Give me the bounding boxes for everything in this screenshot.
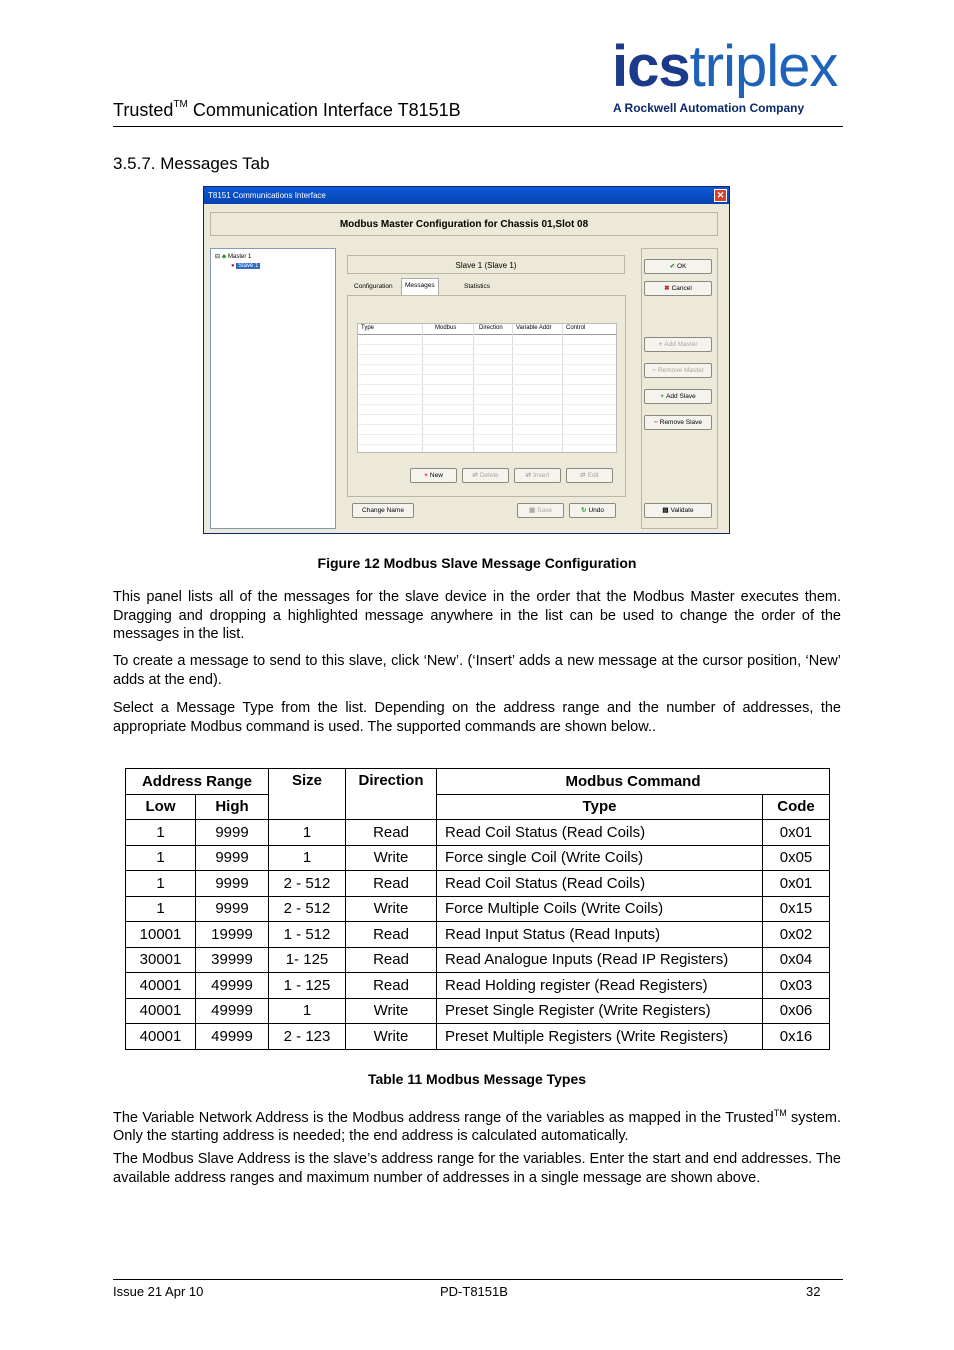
window-titlebar [204,187,729,204]
new-icon: + [424,472,428,479]
cell-type: Preset Multiple Registers (Write Registers) [437,1024,763,1050]
grid-col-type: Type [361,325,375,331]
remove-master-button[interactable]: − Remove Master [644,363,712,378]
cell-code: 0x05 [763,845,830,871]
close-icon[interactable]: ✕ [714,189,727,202]
figure-caption: Figure 12 Modbus Slave Message Configuration [317,555,637,571]
grid-col-modbus: Modbus [435,325,457,331]
window-title: T8151 Communications Interface [208,191,326,200]
slave-title: Slave 1 (Slave 1) [347,255,625,274]
cell-high: 9999 [196,820,269,846]
table-row [126,871,830,897]
paragraph-2: To create a message to send to this slave, click ‘New’. (‘Insert’ adds a new message at the cursor position, ‘New’ adds at the end). [113,653,841,688]
table-row [126,947,830,973]
cell-size: 1 [269,845,346,871]
insert-icon: ⇄ [525,472,532,479]
checkmark-icon: ✔ [669,263,676,270]
new-button[interactable]: + New [410,468,457,483]
cell-high: 19999 [196,922,269,948]
tree-view[interactable] [210,248,336,529]
window-heading: Modbus Master Configuration for Chassis 01,Slot 08 [210,212,718,236]
cell-type: Read Coil Status (Read Coils) [437,820,763,846]
cell-low: 1 [126,820,196,846]
undo-button[interactable]: ↻ Undo [569,503,616,518]
cell-direction: Write [346,1024,437,1050]
grid-col-direction: Direction [479,325,503,331]
plus-icon: + [660,393,665,400]
cell-size: 1 - 512 [269,922,346,948]
cell-high: 9999 [196,871,269,897]
th-type: Type [437,794,763,820]
tab-configuration[interactable]: Configuration [354,283,393,290]
cell-code: 0x04 [763,947,830,973]
cell-size: 2 - 123 [269,1024,346,1050]
cell-high: 9999 [196,845,269,871]
cell-low: 40001 [126,973,196,999]
add-master-button[interactable]: + Add Master [644,337,712,352]
paragraph-3: Select a Message Type from the list. Depending on the address range and the number of addresses, the appropriate Modbus command is used. The supported commands are shown below.. [113,700,841,735]
paragraph-4: The Variable Network Address is the Modbus address range of the variables as mapped in the Trusted™ system. Only the starting address is needed; the end address is calculated automatically. [113,1108,841,1145]
cell-low: 30001 [126,947,196,973]
cell-type: Read Coil Status (Read Coils) [437,871,763,897]
th-high: High [196,794,269,820]
cell-high: 39999 [196,947,269,973]
cancel-button[interactable]: ✖ Cancel [644,281,712,296]
header-rule [113,126,843,127]
cell-type: Force Multiple Coils (Write Coils) [437,896,763,922]
table-row [126,820,830,846]
cell-direction: Write [346,896,437,922]
remove-slave-button[interactable]: − Remove Slave [644,415,712,430]
add-slave-button[interactable]: + Add Slave [644,389,712,404]
cell-code: 0x15 [763,896,830,922]
th-direction: Direction [346,769,437,820]
modbus-message-types-table [125,768,830,1050]
document-title: Trusted™ Communication Interface T8151B [113,99,461,120]
app-window-screenshot [203,186,730,534]
tab-statistics[interactable]: Statistics [464,283,491,290]
cell-size: 1 [269,998,346,1024]
tree-item-master[interactable]: ⊟ ◆ Master 1 [215,254,252,260]
cell-code: 0x01 [763,820,830,846]
paragraph-1: This panel lists all of the messages for the slave device in the order that the Modbus Master executes them. Dragging and dropping a highlighted message anywhere in the list can be used to change the order of the messages in the list. [113,589,841,642]
cell-direction: Read [346,973,437,999]
th-code: Code [763,794,830,820]
undo-icon: ↻ [581,507,587,514]
company-logo: icstriplex [612,34,838,99]
logo-tagline: A Rockwell Automation Company [613,101,805,115]
cell-low: 1 [126,845,196,871]
th-address-range: Address Range [126,769,269,795]
cell-type: Read Analogue Inputs (Read IP Registers) [437,947,763,973]
footer-rule [113,1279,843,1280]
footer-doc-id: PD-T8151B [440,1284,508,1299]
messages-grid[interactable] [357,323,617,453]
cell-code: 0x01 [763,871,830,897]
cell-direction: Read [346,871,437,897]
table-row [126,1024,830,1050]
change-name-button[interactable]: Change Name [352,503,414,518]
delete-icon: ⇄ [472,472,478,479]
cell-direction: Read [346,947,437,973]
validate-icon: ▤ [662,507,669,514]
tree-item-slave[interactable]: ● Slave 1 [231,263,259,269]
validate-button[interactable]: ▤ Validate [644,503,712,518]
table-row [126,922,830,948]
save-button[interactable]: ▣ Save [517,503,564,518]
table-row [126,845,830,871]
cell-direction: Read [346,922,437,948]
edit-icon: ⇄ [580,472,586,479]
minus-icon: − [652,367,656,374]
cell-type: Read Holding register (Read Registers) [437,973,763,999]
cell-low: 40001 [126,998,196,1024]
table-caption: Table 11 Modbus Message Types [367,1071,587,1087]
footer-issue: Issue 21 Apr 10 [113,1284,204,1299]
edit-button[interactable]: ⇄ Edit [566,468,613,483]
cell-code: 0x02 [763,922,830,948]
table-row [126,998,830,1024]
cell-high: 49999 [196,973,269,999]
x-icon: ✖ [664,285,670,292]
insert-button[interactable]: ⇄ Insert [514,468,561,483]
footer-page-number: 32 [806,1284,821,1299]
minus-icon: − [653,419,658,426]
cell-high: 49999 [196,998,269,1024]
cell-direction: Read [346,820,437,846]
th-modbus-command: Modbus Command [437,769,830,795]
cell-size: 1 - 125 [269,973,346,999]
grid-col-variable-addr: Variable Addr [516,325,552,331]
save-icon: ▣ [529,507,536,514]
cell-low: 1 [126,896,196,922]
section-heading: 3.5.7. Messages Tab [113,154,270,173]
th-size: Size [269,769,346,820]
cell-high: 49999 [196,1024,269,1050]
cell-type: Preset Single Register (Write Registers) [437,998,763,1024]
ok-button[interactable]: ✔ OK [644,259,712,274]
table-row [126,973,830,999]
cell-size: 1- 125 [269,947,346,973]
cell-type: Force single Coil (Write Coils) [437,845,763,871]
grid-header [358,324,616,335]
cell-low: 1 [126,871,196,897]
plus-icon: + [658,341,663,348]
delete-button[interactable]: ⇄ Delete [462,468,509,483]
cell-size: 1 [269,820,346,846]
table-row [126,896,830,922]
paragraph-5: The Modbus Slave Address is the slave’s address range for the variables. Enter the start and end addresses. The available address ranges and maximum number of addresses in a single message are shown above. [113,1151,841,1186]
cell-direction: Write [346,845,437,871]
grid-col-control: Control [566,325,586,331]
cell-code: 0x03 [763,973,830,999]
cell-high: 9999 [196,896,269,922]
cell-low: 10001 [126,922,196,948]
cell-direction: Write [346,998,437,1024]
th-low: Low [126,794,196,820]
cell-size: 2 - 512 [269,871,346,897]
cell-code: 0x06 [763,998,830,1024]
cell-size: 2 - 512 [269,896,346,922]
cell-type: Read Input Status (Read Inputs) [437,922,763,948]
cell-low: 40001 [126,1024,196,1050]
tab-messages[interactable]: Messages [401,278,439,295]
cell-code: 0x16 [763,1024,830,1050]
